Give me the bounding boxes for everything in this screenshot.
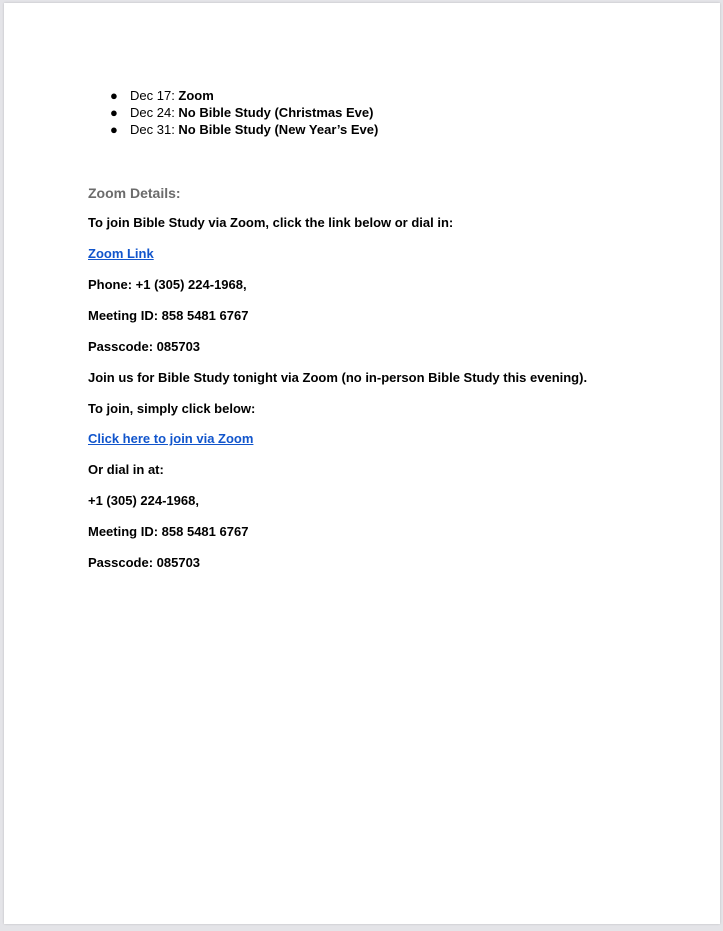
meeting-id: Meeting ID: 858 5481 6767	[88, 308, 249, 323]
bullet-icon: ●	[110, 88, 118, 103]
schedule-date: Dec 24:	[130, 105, 179, 120]
bullet-icon: ●	[110, 105, 118, 120]
join-link-line	[88, 430, 253, 447]
zoom-link-line	[88, 245, 154, 262]
schedule-event: Zoom	[178, 88, 214, 103]
schedule-event: No Bible Study (Christmas Eve)	[178, 105, 374, 120]
schedule-item-dec-17	[110, 87, 378, 104]
join-instructions: To join Bible Study via Zoom, click the link below or dial in:	[88, 215, 454, 230]
passcode-2: Passcode: 085703	[88, 555, 201, 570]
bullet-icon: ●	[110, 122, 118, 137]
schedule-list	[110, 87, 378, 138]
schedule-item-dec-31	[110, 121, 378, 138]
schedule-event: No Bible Study (New Year’s Eve)	[178, 122, 379, 137]
dial-prompt: Or dial in at:	[88, 462, 164, 477]
passcode: Passcode: 085703	[88, 339, 201, 354]
phone-number-2: +1 (305) 224-1968,	[88, 493, 199, 508]
document-page	[4, 3, 720, 924]
join-prompt: To join, simply click below:	[88, 401, 256, 416]
schedule-date: Dec 17:	[130, 88, 179, 103]
zoom-details-heading: Zoom Details:	[88, 185, 181, 201]
schedule-item-dec-24	[110, 104, 378, 121]
zoom-link[interactable]: Zoom Link	[88, 246, 154, 261]
schedule-date: Dec 31:	[130, 122, 179, 137]
join-via-zoom-link[interactable]: Click here to join via Zoom	[88, 431, 254, 446]
meeting-id-2: Meeting ID: 858 5481 6767	[88, 524, 249, 539]
announcement: Join us for Bible Study tonight via Zoom (no in-person Bible Study this evening).	[88, 370, 588, 385]
phone-number: Phone: +1 (305) 224-1968,	[88, 277, 247, 292]
